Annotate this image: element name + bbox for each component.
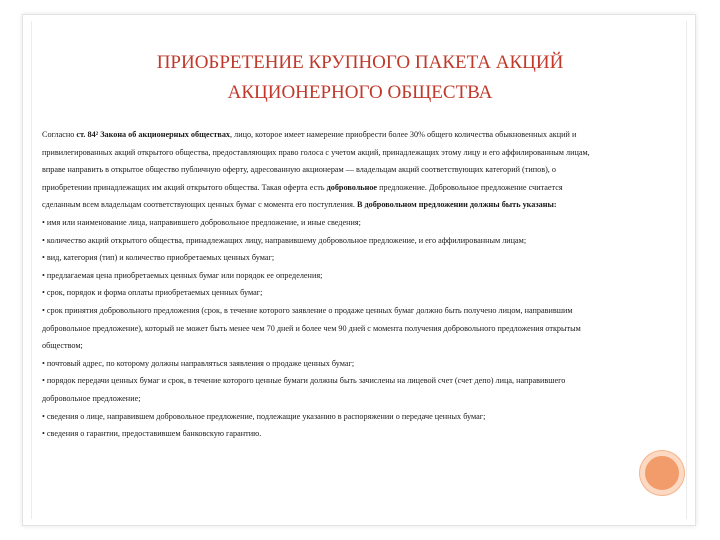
- bullet-item: • срок принятия добровольного предложения (срок, в течение которого заявление о продаже ценных бумаг должно быть получено лицом, направившим добровольное предложение), который не может быть менее чем 70 дней и более чем 90 дней с момента получения добровольного предложения открытым обществом;: [42, 305, 581, 351]
- intro-lead: Согласно: [42, 130, 77, 139]
- bullet-item: • сведения о гарантии, предоставившем банковскую гарантию.: [42, 429, 262, 439]
- slide-title: [30, 48, 690, 108]
- intro-text: , лицо, которое имеет намерение приобрести более 30% общего количества обыкновенных акций и привилегированных акций открытого общества, предоставляющих право голоса с учетом акций, принадлежащих этому лицу и его аффилированным лицам, вправе направить в открытое общество публичную оферту, адресованную акционерам — владельцам акций соответствующих категорий (типов), о приобретении принадлежащих им акций открытого общества. Такая оферта есть: [42, 130, 590, 192]
- intro-paragraph: [42, 126, 602, 214]
- title-line-1: ПРИОБРЕТЕНИЕ КРУПНОГО ПАКЕТА АКЦИЙ: [156, 52, 564, 73]
- bullet-item: • порядок передачи ценных бумаг и срок, в течение которого ценные бумаги должны быть зачислены на лицевой счет (счет депо) лица, направившего добровольное предложение;: [42, 376, 566, 403]
- intro-text-2: предложение. Добровольное предложение считается сделанным всем владельцам соответствующих ценных бумаг с момента его поступления.: [42, 182, 563, 210]
- title-line-2: АКЦИОНЕРНОГО ОБЩЕСТВА: [227, 82, 493, 103]
- bullet-item: • имя или наименование лица, направившего добровольное предложение, и иные сведения;: [42, 217, 361, 227]
- bullet-item: • количество акций открытого общества, принадлежащих лицу, направившему добровольное предложение, и его аффилированным лицам;: [42, 235, 527, 245]
- bullet-item: • сведения о лице, направившем добровольное предложение, подлежащие указанию в распоряжении о передаче ценных бумаг;: [42, 411, 486, 421]
- bullet-item: • почтовый адрес, по которому должны направляться заявления о продаже ценных бумаг;: [42, 358, 355, 368]
- slide-body: [42, 126, 602, 443]
- term-voluntary: добровольное: [326, 182, 378, 192]
- bullet-item: • вид, категория (тип) и количество приобретаемых ценных бумаг;: [42, 253, 275, 263]
- must-include-heading: В добровольном предложении должны быть указаны:: [356, 200, 557, 210]
- bullet-item: • срок, порядок и форма оплаты приобретаемых ценных бумаг;: [42, 288, 263, 298]
- decorative-circle: [640, 451, 684, 495]
- law-reference: ст. 84² Закона об акционерных обществах: [76, 130, 231, 139]
- bullet-item: • предлагаемая цена приобретаемых ценных бумаг или порядок ее определения;: [42, 270, 323, 280]
